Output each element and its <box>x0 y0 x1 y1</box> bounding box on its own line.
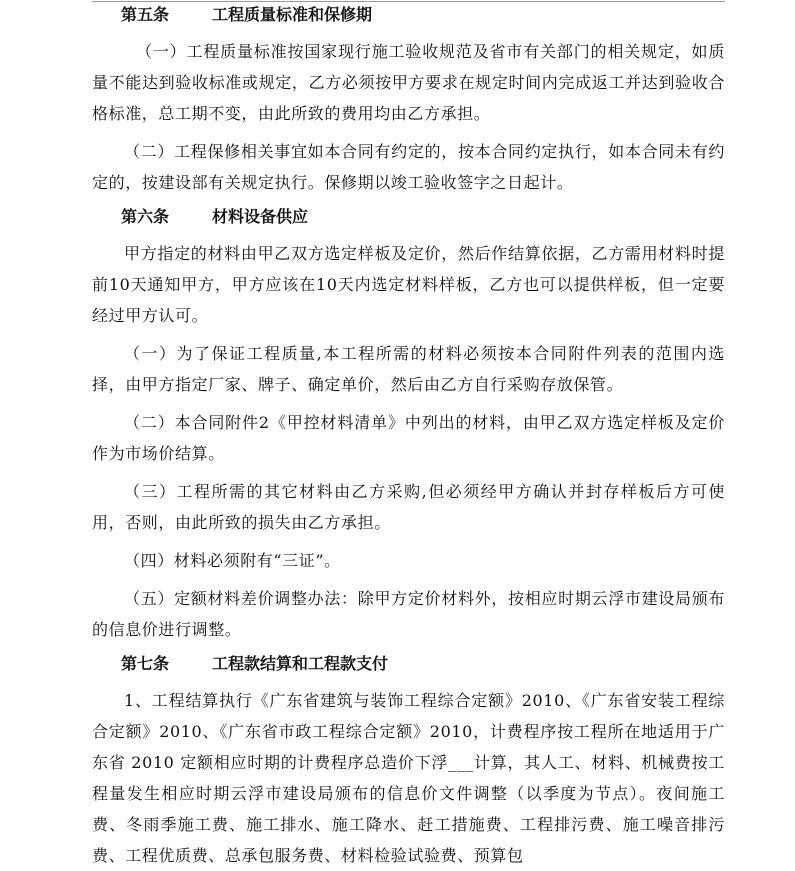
paragraph: （一）工程质量标准按国家现行施工验收规范及省市有关部门的相关规定，如质量不能达到验收标准或规定，乙方必须按甲方要求在规定时间内完成返工并达到验收合格标准，总工期不变，由此所致的费用均由乙方承担。 <box>92 42 725 123</box>
section-heading-7 <box>92 652 725 685</box>
paragraph: 甲方指定的材料由甲乙双方选定样板及定价，然后作结算依据，乙方需用材料时提前10天通知甲方，甲方应该在10天内选定材料样板，乙方也可以提供样板，但一定要经过甲方认可。 <box>92 244 725 325</box>
section-title: 材料设备供应 <box>212 207 309 226</box>
section-title: 工程款结算和工程款支付 <box>212 654 389 673</box>
paragraph: （四）材料必须附有“三证”。 <box>124 551 341 570</box>
paragraph: （一）为了保证工程质量,本工程所需的材料必须按本合同附件列表的范围内选择，由甲方指定厂家、牌子、确定单价，然后由乙方自行采购存放保管。 <box>92 344 725 394</box>
paragraph: （二）本合同附件2《甲控材料清单》中列出的材料，由甲乙双方选定样板及定价作为市场价结算。 <box>92 413 725 463</box>
section-title: 工程质量标准和保修期 <box>212 5 373 24</box>
section-heading-6 <box>92 205 725 238</box>
document-body <box>92 3 725 871</box>
section-heading-5 <box>92 3 725 36</box>
paragraph: 1、工程结算执行《广东省建筑与装饰工程综合定额》2010、《广东省安装工程综合定额》2010、《广东省市政工程综合定额》2010，计费程序按工程所在地适用于广东省 2010 定额相应时期的计费程序总造价下浮___计算，其人工、材料、机械费按工程量发生相应时期云浮市建设局颁布的信息价文件调整（以季度为节点）。夜间施工费、冬雨季施工费、施工排水、施工降水、赶工措施费、工程排污费、施工噪音排污费、工程优质费、总承包服务费、材料检验试验费、预算包 <box>92 691 725 865</box>
paragraph: （二）工程保修相关事宜如本合同有约定的，按本合同约定执行，如本合同未有约定的，按建设部有关规定执行。保修期以竣工验收签字之日起计。 <box>92 142 725 192</box>
header-rule <box>92 1 725 2</box>
section-number: 第七条 <box>121 654 170 673</box>
paragraph: （五）定额材料差价调整办法：除甲方定价材料外，按相应时期云浮市建设局颁布的信息价进行调整。 <box>92 589 725 639</box>
paragraph: （三）工程所需的其它材料由乙方采购,但必须经甲方确认并封存样板后方可使用，否则，由此所致的损失由乙方承担。 <box>92 482 725 532</box>
section-number: 第六条 <box>121 207 170 226</box>
section-number: 第五条 <box>121 5 170 24</box>
